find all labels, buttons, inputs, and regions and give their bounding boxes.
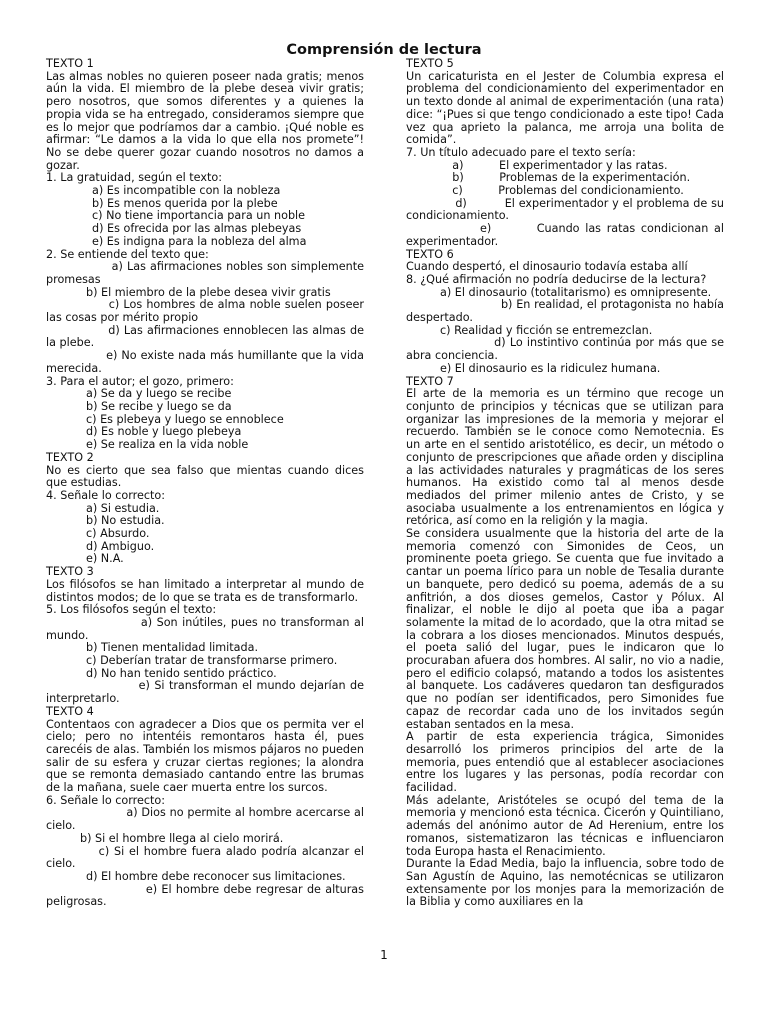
- paragraph: c) Los hombres de alma noble suelen poseer las cosas por mérito propio: [46, 298, 364, 325]
- paragraph: d) Lo instintivo continúa por más que se abra conciencia.: [406, 336, 724, 363]
- paragraph: d) El experimentador y el problema de su condicionamiento.: [406, 196, 724, 223]
- text-line: TEXTO 3: [46, 565, 94, 579]
- answer-option: a) Si estudia.: [86, 501, 160, 515]
- left-column: [46, 58, 364, 909]
- paragraph: Contentaos con agradecer a Dios que os permita ver el cielo; pero no intentéis remontaros hasta él, pues carecéis de alas. También los mismos pájaros no pueden salir de su esfera y cruzar ciertas regiones; la alondra que se remonta demasiado cantando entre las brumas de la mañana, suele caer muerta entre los surcos.: [46, 717, 364, 795]
- text-line: 6. Señale lo correcto:: [46, 793, 166, 807]
- answer-option: c) Absurdo.: [86, 527, 150, 541]
- paragraph: c) Si el hombre fuera alado podría alcanzar el cielo.: [46, 844, 364, 871]
- answer-option: d) Es noble y luego plebeya: [86, 425, 242, 439]
- answer-option: b) Tienen mentalidad limitada.: [86, 641, 259, 655]
- paragraph: b) Problemas de la experimentación.: [406, 171, 691, 185]
- paragraph: a) El experimentador y las ratas.: [406, 158, 668, 172]
- text-line: 5. Los filósofos según el texto:: [46, 603, 217, 617]
- paragraph: Un caricaturista en el Jester de Columbia expresa el problema del condicionamiento del experimentador en un texto donde al animal de experimentación (una rata) dice: “¡Pues si que tengo condicionado a este tipo! Cada vez qua aprieto la palanca, me arroja una bolita de comida”.: [406, 69, 724, 147]
- answer-option: d) Es ofrecida por las almas plebeyas: [92, 222, 302, 236]
- paragraph: Las almas nobles no quieren poseer nada gratis; menos aún la vida. El miembro de la plebe desea vivir gratis; pero nosotros, que somos diferentes y a quienes la propia vida se ha entregado, consideramos siempre que es lo mejor que podríamos dar a cambio. ¡Qué noble es afirmar: “Le damos a la vida lo que ella nos promete”! No se debe querer gozar cuando nosotros no damos a gozar.: [46, 69, 364, 172]
- paragraph: d) Las afirmaciones ennoblecen las almas de la plebe.: [46, 323, 364, 350]
- answer-option: c) No tiene importancia para un noble: [92, 209, 306, 223]
- answer-option: c) Es plebeya y luego se ennoblece: [86, 412, 284, 426]
- text-line: 4. Señale lo correcto:: [46, 488, 166, 502]
- answer-option: a) Se da y luego se recibe: [86, 387, 232, 401]
- text-line: TEXTO 2: [46, 450, 94, 464]
- answer-option: b) Es menos querida por la plebe: [92, 196, 278, 210]
- answer-option: e) Es indigna para la nobleza del alma: [92, 234, 307, 248]
- text-line: TEXTO 5: [406, 57, 454, 70]
- answer-option: d) El hombre debe reconocer sus limitaciones.: [86, 870, 346, 883]
- answer-option: e) El dinosaurio es la ridiculez humana.: [440, 361, 661, 375]
- answer-option: d) No han tenido sentido práctico.: [86, 666, 277, 680]
- paragraph: No es cierto que sea falso que mientas cuando dices que estudias.: [46, 463, 364, 490]
- paragraph: A partir de esta experiencia trágica, Simonides desarrolló los primeros principios del arte de la memoria, pues entendió que al establecer asociaciones entre los lugares y las personas, podía recordar con facilidad.: [406, 730, 724, 795]
- right-column: [406, 58, 724, 909]
- paragraph: e) No existe nada más humillante que la vida merecida.: [46, 349, 364, 375]
- text-line: 3. Para el autor; el gozo, primero:: [46, 374, 234, 388]
- answer-option: b) El miembro de la plebe desea vivir gratis: [86, 285, 331, 299]
- text-line: TEXTO 1: [46, 57, 94, 70]
- text-line: 8. ¿Qué afirmación no podría deducirse de la lectura?: [406, 272, 707, 286]
- answer-option: b) No estudia.: [86, 514, 165, 528]
- paragraph: Los filósofos se han limitado a interpretar al mundo de distintos modos; de lo que se trata es de transformarlo.: [46, 577, 364, 604]
- paragraph: c) Problemas del condicionamiento.: [406, 184, 684, 198]
- paragraph: El arte de la memoria es un término que recoge un conjunto de principios y técnicas que se utilizan para organizar las impresiones de la memoria y mejorar el recuerdo. También se le conoce como Nemotecnia. Es un arte en el sentido aristotélico, es decir, un método o conjunto de prescripciones que añade orden y disciplina a las actividades naturales y pragmáticas de los seres humanos. Ha existido como tal al menos desde mediados del primer milenio antes de Cristo, y se asociaba usualmente a los entrenamientos en lógica y retórica, así como en la religión y la magia.: [406, 387, 724, 528]
- answer-option: c) Realidad y ficción se entremezclan.: [440, 323, 653, 337]
- text-line: 7. Un título adecuado pare el texto sería:: [406, 145, 636, 159]
- paragraph: b) En realidad, el protagonista no había despertado.: [406, 298, 724, 325]
- text-line: 1. La gratuidad, según el texto:: [46, 171, 222, 185]
- paragraph: e) Cuando las ratas condicionan al experimentador.: [406, 222, 724, 248]
- paragraph: e) El hombre debe regresar de alturas peligrosas.: [46, 882, 364, 909]
- text-line: TEXTO 7: [406, 374, 454, 388]
- page-number: 1: [380, 948, 388, 962]
- answer-option: b) Se recibe y luego se da: [86, 399, 232, 413]
- answer-option: a) Es incompatible con la nobleza: [92, 184, 281, 198]
- page-title: Comprensión de lectura: [286, 42, 482, 58]
- text-line: Cuando despertó, el dinosaurio todavía estaba allí: [406, 260, 688, 274]
- paragraph: a) Son inútiles, pues no transforman al mundo.: [46, 615, 364, 642]
- paragraph: Se considera usualmente que la historia del arte de la memoria comenzó con Simonides de Ceos, un prominente poeta griego. Se cuenta que fue invitado a cantar un poema lírico para un noble de Tesalia durante un banquete, pero dedicó su poema, además de a su anfitrión, a dos dioses gemelos, Castor y Pólux. Al finalizar, el noble le dijo al poeta que iba a pagar solamente la mitad de lo acordado, que la otra mitad se la cobrara a los dioses mencionados. Minutos después, el poeta salió del lugar, pues le indicaron que lo procuraban afuera dos hombres. Al salir, no vio a nadie, pero el edificio colapsó, matando a todos los asistentes al banquete. Los cadáveres quedaron tan desfigurados que no podían ser identificados, pero Simonides fue capaz de recordar cada uno de los invitados según estaban sentados en la mesa.: [406, 527, 724, 731]
- answer-option: e) N.A.: [86, 552, 124, 566]
- text-line: 2. Se entiende del texto que:: [46, 247, 209, 261]
- paragraph: e) Si transforman el mundo dejarían de interpretarlo.: [46, 679, 364, 706]
- answer-option: c) Deberían tratar de transformarse primero.: [86, 654, 338, 668]
- paragraph: a) Las afirmaciones nobles son simplemente promesas: [46, 260, 364, 286]
- paragraph: Durante la Edad Media, bajo la influencia, sobre todo de San Agustín de Aquino, las nemotécnicas se utilizaron extensamente por los monjes para la memorización de la Biblia y como auxiliares en la: [406, 857, 724, 909]
- answer-option: e) Se realiza en la vida noble: [86, 438, 249, 452]
- text-line: TEXTO 6: [406, 247, 454, 261]
- paragraph: a) Dios no permite al hombre acercarse al cielo.: [46, 806, 364, 833]
- answer-option: b) Si el hombre llega al cielo morirá.: [80, 831, 284, 845]
- answer-option: d) Ambiguo.: [86, 539, 155, 553]
- text-line: TEXTO 4: [46, 704, 94, 718]
- answer-option: a) El dinosaurio (totalitarismo) es omnipresente.: [440, 285, 712, 299]
- paragraph: Más adelante, Aristóteles se ocupó del tema de la memoria y mencionó esta técnica. Cicerón y Quintiliano, además del anónimo autor de Ad Herenium, entre los romanos, sistematizaron las técnicas e influenciaron toda Europa hasta el Renacimiento.: [406, 793, 724, 858]
